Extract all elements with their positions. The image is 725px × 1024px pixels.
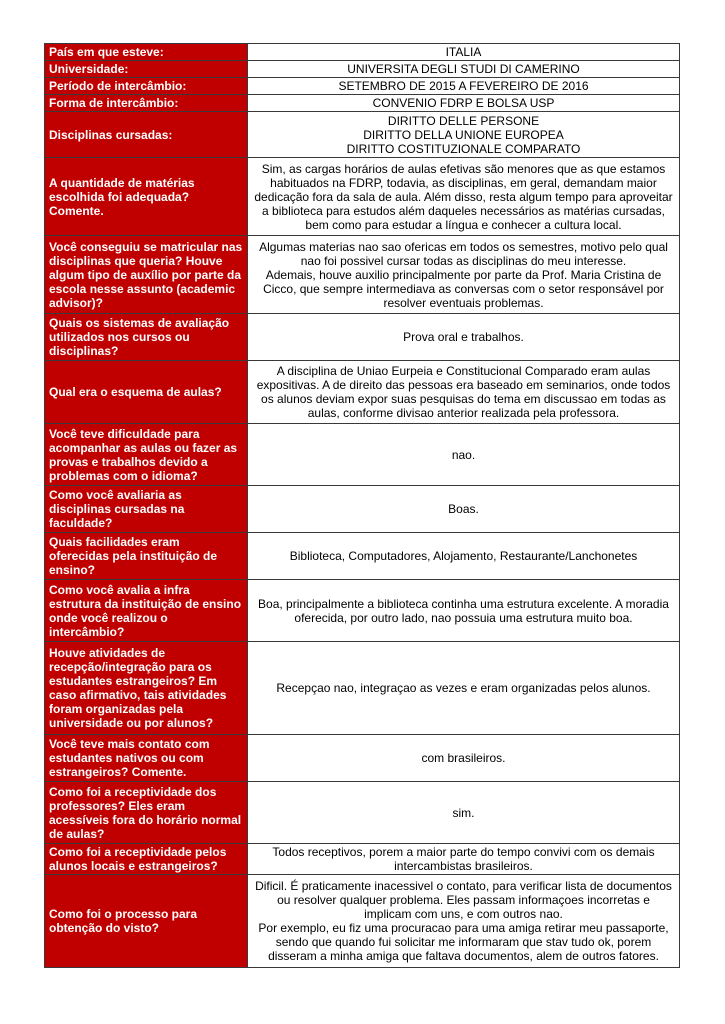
answer-cell: DIRITTO DELLE PERSONE DIRITTO DELLA UNIONE EUROPEA DIRITTO COSTITUZIONALE COMPARATO [248,112,680,158]
table-row [45,158,680,236]
question-cell: Você teve dificuldade para acompanhar as aulas ou fazer as provas e trabalhos devido a problemas com o idioma? [45,424,248,486]
table-row [45,61,680,78]
answer-cell: Todos receptivos, porem a maior parte do tempo convivi com os demais intercambistas brasileiros. [248,844,680,875]
question-cell: Período de intercâmbio: [45,78,248,95]
table-row [45,844,680,875]
table-row [45,361,680,424]
answer-cell: Boas. [248,486,680,533]
question-cell: Qual era o esquema de aulas? [45,361,248,424]
answer-cell: ITALIA [248,44,680,61]
answer-cell: SETEMBRO DE 2015 A FEVEREIRO DE 2016 [248,78,680,95]
answer-cell: Dificil. É praticamente inacessivel o contato, para verificar lista de documentos ou resolver qualquer problema. Eles passam informaçoes incorretas e implicam com uns, e com outros nao. Por exemplo, eu fiz uma procuracao para uma amiga retirar meu passaporte, sendo que quando fui solicitar me informaram que stav tudo ok, porem disseram a minha amiga que faltava documentos, alem de outros fatores. [248,875,680,968]
table-row [45,78,680,95]
answer-cell: CONVENIO FDRP E BOLSA USP [248,95,680,112]
answer-cell: nao. [248,424,680,486]
question-cell: A quantidade de matérias escolhida foi adequada? Comente. [45,158,248,236]
answer-cell: A disciplina de Uniao Eurpeia e Constitucional Comparado eram aulas expositivas. A de direito das pessoas era baseado em seminarios, onde todos os alunos deviam expor suas pesquisas do tema em discussao em todas as aulas, conforme divisao anterior realizada pela professora. [248,361,680,424]
table-row [45,314,680,361]
table-row [45,642,680,735]
answer-cell: com brasileiros. [248,735,680,782]
answer-cell: Algumas materias nao sao ofericas em todos os semestres, motivo pelo qual nao foi possivel cursar todas as disciplinas do meu interesse. Ademais, houve auxilio principalmente por parte da Prof. Maria Cristina de Cicco, que sempre intermediava as conversas com o setor responsável por resolver eventuais problemas. [248,236,680,314]
table-row [45,486,680,533]
table-row [45,44,680,61]
answer-cell: Biblioteca, Computadores, Alojamento, Restaurante/Lanchonetes [248,533,680,580]
question-cell: Quais facilidades eram oferecidas pela instituição de ensino? [45,533,248,580]
question-cell: Universidade: [45,61,248,78]
table-row [45,782,680,844]
answer-cell: Sim, as cargas horários de aulas efetivas são menores que as que estamos habituados na FDRP, todavia, as disciplinas, em geral, demandam maior dedicação fora da sala de aula. Além disso, resta algum tempo para aproveitar a biblioteca para estudos além daqueles necessários as matérias cursadas, bem como para estudar a língua e conhecer a cultura local. [248,158,680,236]
answer-cell: Boa, principalmente a biblioteca continha uma estrutura excelente. A moradia oferecida, por outro lado, nao possuia uma estrutura muito boa. [248,580,680,642]
question-cell: Forma de intercâmbio: [45,95,248,112]
exchange-report-table [44,43,680,968]
table-row [45,236,680,314]
answer-cell: Prova oral e trabalhos. [248,314,680,361]
question-cell: Houve atividades de recepção/integração para os estudantes estrangeiros? Em caso afirmativo, tais atividades foram organizadas pela universidade ou por alunos? [45,642,248,735]
question-cell: Disciplinas cursadas: [45,112,248,158]
question-cell: Como você avalia a infra estrutura da instituição de ensino onde você realizou o intercâmbio? [45,580,248,642]
table-row [45,735,680,782]
answer-cell: UNIVERSITA DEGLI STUDI DI CAMERINO [248,61,680,78]
question-cell: Quais os sistemas de avaliação utilizados nos cursos ou disciplinas? [45,314,248,361]
question-cell: Como foi o processo para obtenção do visto? [45,875,248,968]
table-row [45,95,680,112]
question-cell: Você conseguiu se matricular nas disciplinas que queria? Houve algum tipo de auxílio por parte da escola nesse assunto (academic advisor)? [45,236,248,314]
table-row [45,112,680,158]
question-cell: Você teve mais contato com estudantes nativos ou com estrangeiros? Comente. [45,735,248,782]
table-row [45,580,680,642]
table-row [45,533,680,580]
question-cell: País em que esteve: [45,44,248,61]
question-cell: Como você avaliaria as disciplinas cursadas na faculdade? [45,486,248,533]
question-cell: Como foi a receptividade dos professores? Eles eram acessíveis fora do horário normal de aulas? [45,782,248,844]
table-row [45,424,680,486]
table-row [45,875,680,968]
answer-cell: Recepçao nao, integraçao as vezes e eram organizadas pelos alunos. [248,642,680,735]
question-cell: Como foi a receptividade pelos alunos locais e estrangeiros? [45,844,248,875]
answer-cell: sim. [248,782,680,844]
